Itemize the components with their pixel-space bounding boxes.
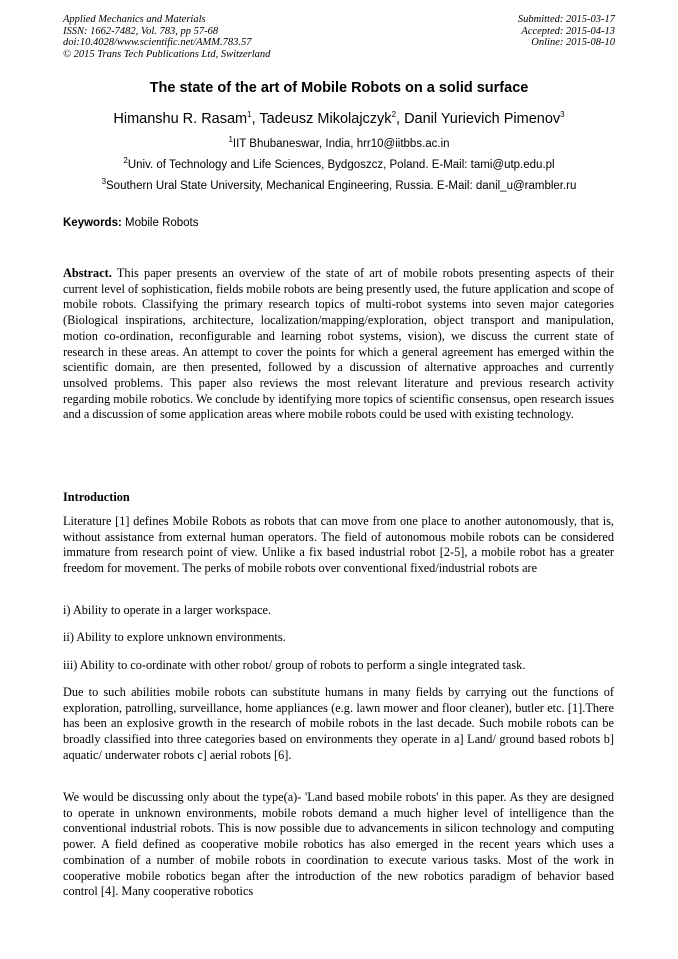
abstract-label: Abstract. (63, 266, 112, 280)
keywords (63, 217, 199, 229)
affiliation-text: Univ. of Technology and Life Sciences, Bydgoszcz, Poland. E-Mail: tami@utp.edu.pl (127, 159, 555, 171)
keywords-label: Keywords: (63, 217, 122, 229)
affiliation (0, 177, 678, 192)
intro-paragraph: Literature [1] defines Mobile Robots as robots that can move from one place to another autonomously, that is, without assistance from external human operators. The field of autonomous mobile robots can be considered immature from research point of view. Unlike a fix based industrial robot [2-5], a mobile robot has a greater freedom for movement. The perks of mobile robots over conventional fixed/industrial robots are (63, 514, 614, 576)
affiliation-mark: 2 (123, 156, 128, 166)
keywords-value: Mobile Robots (121, 217, 199, 229)
paper-title: The state of the art of Mobile Robots on a solid surface (149, 80, 529, 96)
author-affil-mark: 1 (247, 110, 252, 120)
affiliation (0, 135, 678, 150)
abstract (63, 266, 614, 423)
author-name: Tadeusz Mikolajczyk (259, 111, 392, 127)
author-name: Himanshu R. Rasam (113, 111, 248, 127)
affiliation-mark: 1 (228, 135, 233, 145)
affiliation (0, 156, 678, 171)
journal-doi: doi:10.4028/www.scientific.net/AMM.783.57 (63, 37, 252, 48)
intro-list-item: ii) Ability to explore unknown environments. (63, 630, 286, 644)
submitted-date: Submitted: 2015-03-17 (517, 14, 615, 25)
journal-issn: ISSN: 1662-7482, Vol. 783, pp 57-68 (63, 25, 219, 37)
author-name: Danil Yurievich Pimenov (404, 111, 561, 127)
affiliation-text: Southern Ural State University, Mechanical Engineering, Russia. E-Mail: danil_u@rambler.ru (106, 180, 577, 192)
journal-name: Applied Mechanics and Materials (63, 14, 206, 25)
intro-list-item: iii) Ability to co-ordinate with other robot/ group of robots to perform a single integrated task. (63, 658, 526, 672)
intro-paragraph: We would be discussing only about the type(a)- 'Land based mobile robots' in this paper. As they are designed to operate in unknown environments, mobile robots demand a much higher level of intelligence than the conventional industrial robots. This is now possible due to advancements in silicon technology and computing power. A field defined as cooperative mobile robotics has also emerged in the recent years which uses a combination of a number of mobile robots in coordination to execute various tasks. Most of the work in cooperative mobile robotics began after the introduction of the new robotics paradigm of behavior based control [4]. Many cooperative robotics (63, 790, 614, 899)
intro-paragraph: Due to such abilities mobile robots can substitute humans in many fields by carrying out the functions of exploration, patrolling, surveillance, home appliances (e.g. lawn mower and floor cleaner), butler etc. [1].There has been an explosive growth in the research of mobile robots in the last decade. Such mobile robots can be broadly classified into three categories based on environments they operate in a] Land/ ground based robots b] aquatic/ underwater robots c] aerial robots [6]. (63, 685, 614, 762)
author-separator: , (251, 111, 260, 127)
journal-copyright: © 2015 Trans Tech Publications Ltd, Switzerland (63, 48, 271, 60)
submission-dates (518, 14, 615, 49)
journal-header (63, 14, 270, 60)
affiliation-text: IIT Bhubaneswar, India, hrr10@iitbbs.ac.in (232, 138, 450, 150)
section-heading: Introduction (63, 490, 130, 504)
author-affil-mark: 3 (560, 110, 565, 120)
online-date: Online: 2015-08-10 (531, 37, 615, 48)
intro-list-item: i) Ability to operate in a larger workspace. (63, 603, 272, 617)
author-list (0, 111, 678, 127)
abstract-text: This paper presents an overview of the state of art of mobile robots presenting aspects of their current level of sophistication, fields mobile robots are being presently used, the future application and scope of mobile robots. Classifying the primary research topics of multi-robot systems into seven major categories (Biological inspirations, architecture, localization/mapping/exploration, object transport and manipulation, motion co-ordination, reconfigurable and learning robot systems, vision), we discuss the current state of research in these areas. An attempt to cover the points for which a general agreement has emerged within the scientific domain, are then presented, followed by a discussion of alternative approaches and currently unsolved problems. This paper also reviews the most relevant literature and previous research activity regarding mobile robotics. We conclude by identifying more topics of scientific consensus, open research issues and a discussion of some application areas where mobile robots could be used with existing technology. (63, 266, 614, 422)
author-affil-mark: 2 (391, 110, 397, 120)
affiliation-mark: 3 (101, 177, 107, 187)
accepted-date: Accepted: 2015-04-13 (521, 25, 615, 37)
author-separator: , (396, 111, 405, 127)
